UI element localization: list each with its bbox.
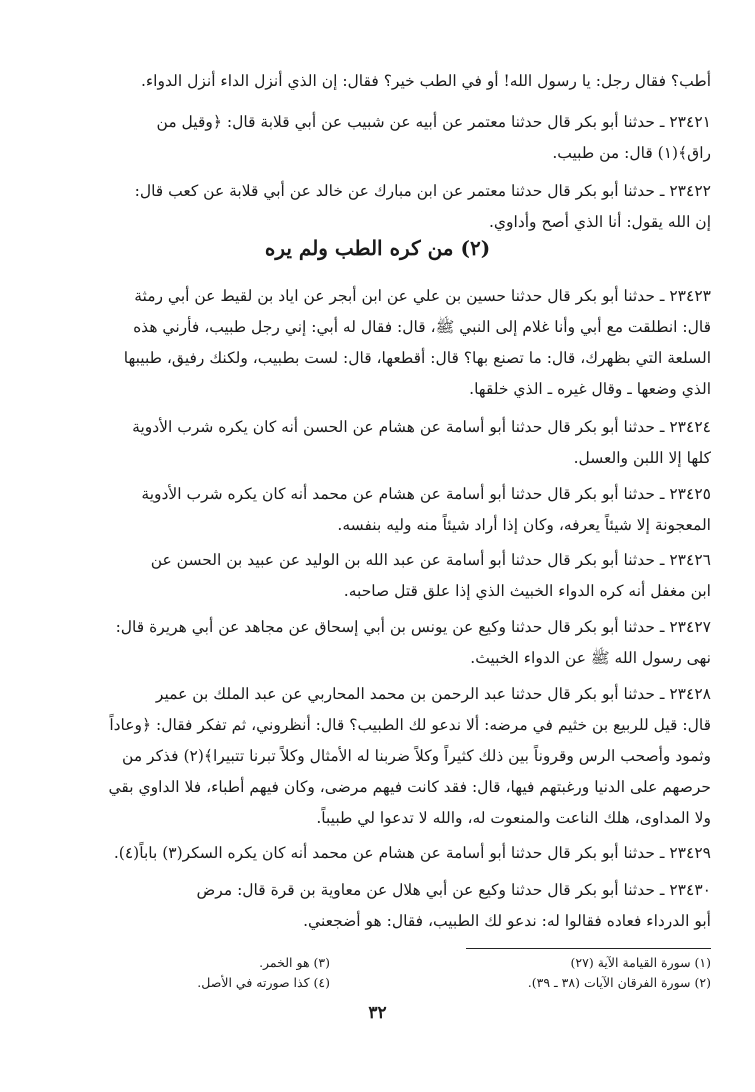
text-line: ٢٣٤٢١ ـ حدثنا أبو بكر قال حدثنا معتمر عن أبيه عن شبيب عن أبي قلابة قال: ﴿وقيل من — [156, 113, 711, 131]
text-line: نهى رسول الله ﷺ عن الدواء الخبيث. — [470, 649, 711, 667]
text-line: قال: انطلقت مع أبي وأنا غلام إلى النبي ﷺ، قال: فقال له أبي: إني رجل طبيب، فأرني هذه — [133, 318, 711, 336]
text-line: أطب؟ فقال رجل: يا رسول الله! أو في الطب خير؟ فقال: إن الذي أنزل الداء أنزل الدواء. — [140, 72, 711, 90]
text-line: ٢٣٤٢٨ ـ حدثنا أبو بكر قال حدثنا عبد الرحمن بن محمد المحاربي عن عبد الملك بن عمير — [155, 685, 711, 703]
text-line: ٢٣٤٢٦ ـ حدثنا أبو بكر قال حدثنا أبو أسامة عن عبد الله بن الوليد عن عبيد بن الحسن عن — [150, 551, 711, 569]
text-line: ٢٣٤٢٤ ـ حدثنا أبو بكر قال حدثنا أبو أسامة عن هشام عن الحسن أنه كان يكره شرب الأدوية — [132, 418, 711, 436]
hadith-23423 — [41, 281, 711, 405]
text-line: ٢٣٤٢٣ ـ حدثنا أبو بكر قال حدثنا حسين بن علي عن ابن أبجر عن اياد بن لقيط عن أبي رمثة — [134, 287, 711, 305]
hadith-23429 — [41, 838, 711, 869]
text-line: إن الله يقول: أنا الذي أصح وأداوي. — [488, 213, 711, 231]
text-line: وثمود وأصحب الرس وقروناً بين ذلك كثيراً وكلاً ضربنا له الأمثال وكلاً تبرنا تتبيرا﴾(٢) فذكر من — [122, 747, 711, 765]
hadith-23422 — [41, 176, 711, 238]
hadith-23427 — [41, 612, 711, 674]
hadith-23425 — [41, 479, 711, 541]
footnote-divider — [466, 948, 711, 949]
hadith-23428 — [41, 679, 711, 834]
text-line: راق﴾(١) قال: من طبيب. — [552, 144, 711, 162]
paragraph-0 — [41, 66, 711, 97]
text-line: ٢٣٤٢٥ ـ حدثنا أبو بكر قال حدثنا أبو أسامة عن هشام عن محمد أنه كان يكره شرب الأدوية — [141, 485, 711, 503]
text-line: ٢٣٤٢٩ ـ حدثنا أبو بكر قال حدثنا أبو أسامة عن هشام عن محمد أنه كان يكره السكر(٣) باباً(٤). — [113, 844, 711, 862]
hadith-23430 — [41, 875, 711, 937]
hadith-23426 — [41, 545, 711, 607]
footnote-3: (٣) هو الخمر. — [259, 955, 330, 970]
footnote-4: (٤) كذا صورته في الأصل. — [197, 975, 330, 990]
text-line: ٢٣٤٢٧ ـ حدثنا أبو بكر قال حدثنا وكيع عن يونس بن أبي إسحاق عن مجاهد عن أبي هريرة قال: — [115, 618, 711, 636]
text-line: أبو الدرداء فعاده فقالوا له: ندعو لك الطبيب، فقال: هو أضجعني. — [303, 912, 711, 930]
hadith-23424 — [41, 412, 711, 474]
text-line: كلها إلا اللبن والعسل. — [573, 449, 711, 467]
footnote-2: (٢) سورة الفرقان الآيات (٣٨ ـ ٣٩). — [527, 975, 711, 990]
text-line: المعجونة إلا شيئاً يعرفه، وكان إذا أراد شيئاً منه وليه بنفسه. — [337, 516, 711, 534]
text-line: السلعة التي بظهرك، قال: ما تصنع بها؟ قال: أقطعها، قال: لست بطبيب، ولكنك رفيق، طبيبها — [123, 349, 711, 367]
footnote-1: (١) سورة القيامة الآية (٢٧) — [570, 955, 711, 970]
text-line: حرصهم على الدنيا ورغبتهم فيها، قال: فقد كانت فيهم مرضى، وكان فيهم أطباء، فلا الداوي بقي — [108, 778, 711, 796]
hadith-23421 — [41, 107, 711, 169]
text-line: ولا المداوى، هلك الناعت والمنعوت له، والله لا تدعوا لي طبيباً. — [316, 809, 711, 827]
text-line: ٢٣٤٢٢ ـ حدثنا أبو بكر قال حدثنا معتمر عن ابن مبارك عن خالد عن أبي قلابة عن كعب قال: — [134, 182, 711, 200]
page-number: ٣٢ — [368, 1003, 387, 1023]
section-heading: (٢) من كره الطب ولم يره — [264, 236, 491, 260]
text-line: الذي وضعها ـ وقال غيره ـ الذي خلقها. — [469, 380, 711, 398]
text-line: قال: قيل للربيع بن خثيم في مرضه: ألا ندعو لك الطبيب؟ قال: أنظروني، ثم تفكر فقال: ﴿وعاداً — [109, 716, 711, 734]
text-line: ابن مغفل أنه كره الدواء الخبيث الذي إذا علق قتل صاحبه. — [343, 582, 711, 600]
text-line: ٢٣٤٣٠ ـ حدثنا أبو بكر قال حدثنا وكيع عن أبي هلال عن معاوية بن قرة قال: مرض — [196, 881, 711, 899]
